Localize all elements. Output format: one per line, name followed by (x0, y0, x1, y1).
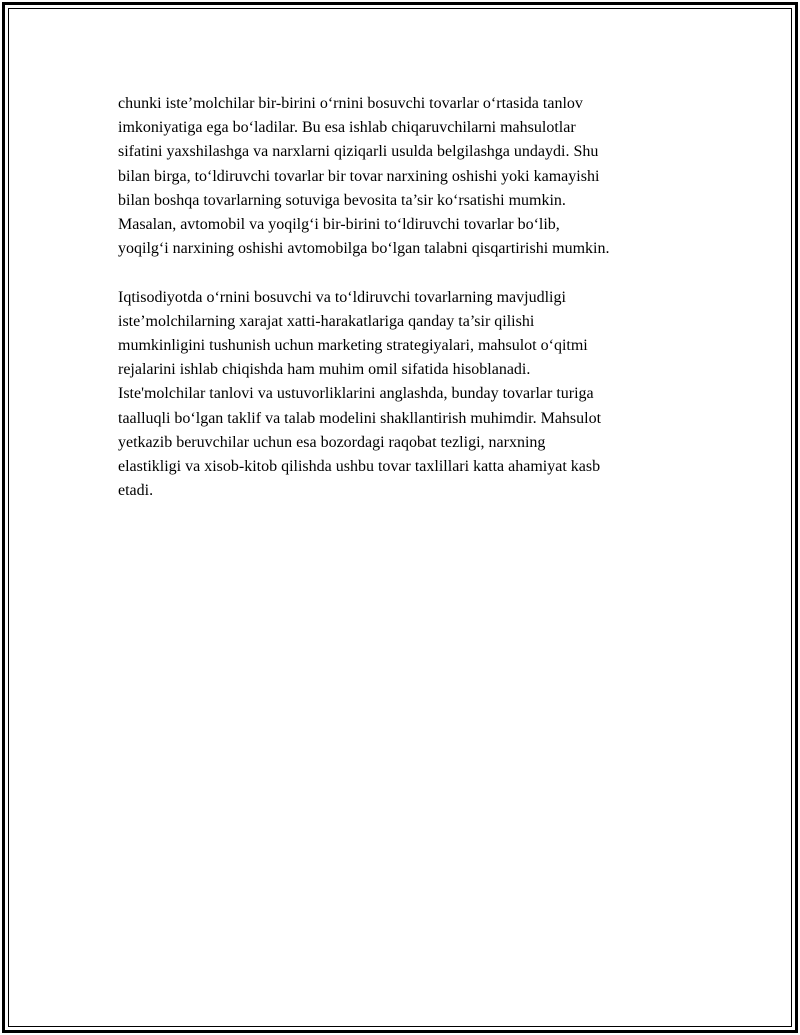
paragraph-1 (118, 92, 698, 261)
text-line: chunki iste’molchilar bir-birini o‘rnini bosuvchi tovarlar o‘rtasida tanlov (118, 95, 583, 112)
text-line: bilan birga, to‘ldiruvchi tovarlar bir tovar narxining oshishi yoki kamayishi (118, 167, 600, 185)
paragraph-spacer (118, 261, 698, 285)
text-line: yoqilg‘i narxining oshishi avtomobilga bo‘lgan talabni qisqartirishi mumkin. (118, 240, 610, 258)
text-line: mumkinligini tushunish uchun marketing strategiyalari, mahsulot o‘qitmi (118, 337, 588, 355)
text-line: taalluqli bo‘lgan taklif va talab modelini shakllantirish muhimdir. Mahsulot (118, 409, 602, 427)
document-body (118, 92, 698, 503)
text-line: elastikligi va xisob-kitob qilishda ushbu tovar taxlillari katta ahamiyat kasb (118, 458, 601, 476)
paragraph-2 (118, 286, 698, 504)
text-line: imkoniyatiga ega bo‘ladilar. Bu esa ishlab chiqaruvchilarni mahsulotlar (118, 119, 576, 137)
text-line: rejalarini ishlab chiqishda ham muhim omil sifatida hisoblanadi. (118, 361, 531, 379)
text-line: Masalan, avtomobil va yoqilg‘i bir-birini to‘ldiruvchi tovarlar bo‘lib, (118, 215, 560, 233)
text-line: Iste'molchilar tanlovi va ustuvorliklarini anglashda, bunday tovarlar turiga (118, 385, 594, 403)
text-line: yetkazib beruvchilar uchun esa bozordagi raqobat tezligi, narxning (118, 433, 546, 451)
text-line: iste’molchilarning xarajat xatti-harakatlariga qanday ta’sir qilishi (118, 312, 535, 330)
text-line: Iqtisodiyotda o‘rnini bosuvchi va to‘ldiruvchi tovarlarning mavjudligi (118, 288, 566, 306)
text-line: sifatini yaxshilashga va narxlarni qiziqarli usulda belgilashga undaydi. Shu (118, 143, 599, 161)
text-line: bilan boshqa tovarlarning sotuviga bevosita ta’sir ko‘rsatishi mumkin. (118, 191, 566, 209)
text-line: etadi. (118, 482, 154, 500)
